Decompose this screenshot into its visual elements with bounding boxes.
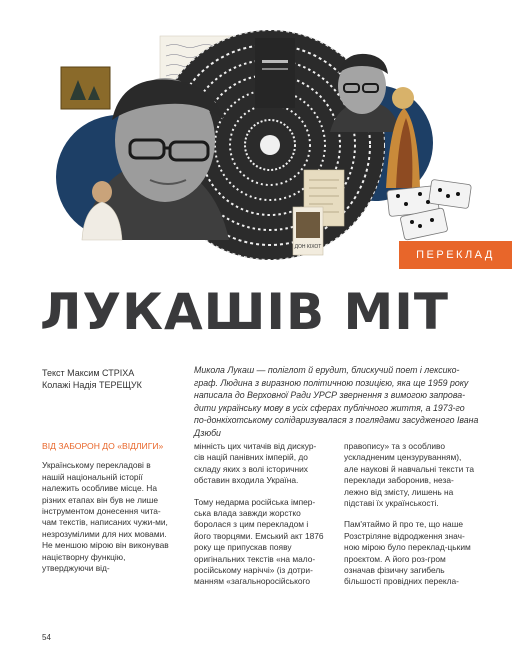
- dark-book: [255, 38, 295, 108]
- section-tag: ПЕРЕКЛАД: [399, 241, 512, 269]
- paragraph: мінність цих читачів від дискур-сів націй панівних імперій, до складу яких з волі історичних обставин входила Україна.: [194, 441, 317, 486]
- paragraph: Українському перекладові в нашій національній історії належить особливе місце. На різних етапах він був не лише інструментом донесення чита-чам текстів, написаних чужи-ми, незрозумілими для них мовами. Не меншою мірою він виконував націєтворну функцію, утверджуючи від-: [42, 460, 169, 574]
- paragraph: правопису» та з особливо ускладненим цензуруванням), але наукові й навчальні тексти та переклади заборонив, неза-лежно від змісту, лишень на підставі їх українськості.: [344, 441, 474, 509]
- lead-paragraph: Микола Лукаш — поліглот й ерудит, блискучий поет і лексико-граф. Людина з виразною політичною позицією, яка ще 1959 року написала до Верховної Ради УРСР звернення з вимогою запрова-дити українську мову в усіх сферах публічного життя, а 1973-го по-донкіхотському солідаризувалася з поглядами засудженого Івана Дзюби: [194, 365, 479, 438]
- page-number: 54: [42, 633, 51, 642]
- old-painting: [61, 67, 110, 109]
- column-1: [42, 441, 170, 584]
- collage-author: Колажі Надія ТЕРЕЩУК: [42, 380, 142, 390]
- text-author: Текст Максим СТРІХА: [42, 368, 135, 378]
- column-2: [194, 441, 324, 598]
- column-3: [344, 441, 476, 598]
- section-subheading: ВІД ЗАБОРОН ДО «ВІДЛИГИ»: [42, 441, 164, 451]
- paragraph: Тому недарма російська імпер-ська влада завжди жорстко боролася з цим перекладом і його творцями. Емський акт 1876 року ще припускав появу оригінальних текстів «на мало-російському наріччі» (із дотри-манням «загальноросійського: [194, 496, 324, 587]
- book-title: ДОН КІХОТ: [294, 244, 322, 250]
- credits-block: [42, 367, 192, 391]
- article-title: ЛУКАШІВ МІТ: [40, 283, 449, 341]
- paragraph: Пам'ятаймо й про те, що наше Розстріляне відродження знач-ною мірою було переклад-цьким проєктом. А його роз-гром означав фізичну загибель більшості провідних перекла-: [344, 519, 471, 587]
- collage-illustration: [0, 0, 512, 270]
